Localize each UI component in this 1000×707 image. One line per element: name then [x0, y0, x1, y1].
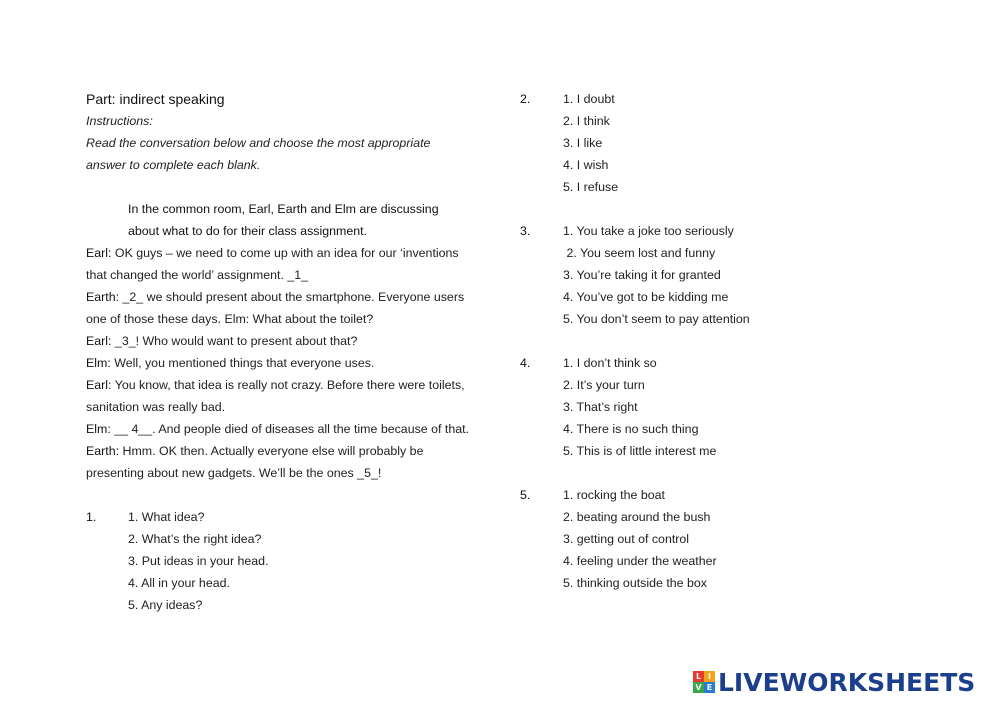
speaker-name: Earth: [86, 290, 120, 304]
question-number: 5. [520, 488, 531, 502]
dialogue-text: one of those these days. Elm: What about the toilet? [86, 312, 374, 326]
dialogue-line [86, 462, 486, 484]
dialogue-text: that changed the world’ assignment. _1_ [86, 268, 309, 282]
dialogue-text: _3_! Who would want to present about that? [111, 334, 358, 348]
instructions-line-1: Read the conversation below and choose the most appropriate [86, 136, 431, 150]
question-number: 4. [520, 356, 531, 370]
answer-option[interactable]: 5. Any ideas? [128, 598, 203, 612]
question-4 [520, 352, 820, 462]
dialogue-line [86, 396, 486, 418]
dialogue-line [86, 242, 486, 264]
speaker-name: Earl: [86, 334, 112, 348]
answer-option[interactable]: 4. I wish [563, 158, 609, 172]
question-5 [520, 484, 820, 594]
instructions-line-2: answer to complete each blank. [86, 158, 261, 172]
right-column [520, 88, 820, 594]
answer-option[interactable]: 4. There is no such thing [563, 422, 699, 436]
dialogue-text: Hmm. OK then. Actually everyone else will probably be [119, 444, 424, 458]
intro-line-1: In the common room, Earl, Earth and Elm are discussing [128, 202, 439, 216]
speaker-name: Earl: [86, 378, 112, 392]
speaker-name: Earl: [86, 246, 112, 260]
logo-letter: I [704, 671, 715, 682]
answer-option[interactable]: 3. Put ideas in your head. [128, 554, 269, 568]
answer-option[interactable]: 2. You seem lost and funny [563, 246, 716, 260]
dialogue-line [86, 352, 486, 374]
question-3 [520, 220, 820, 330]
answer-option[interactable]: 2. I think [563, 114, 610, 128]
dialogue-text: Well, you mentioned things that everyone uses. [110, 356, 375, 370]
dialogue-text: __ 4__. And people died of diseases all the time because of that. [110, 422, 469, 436]
answer-option[interactable]: 2. beating around the bush [563, 510, 711, 524]
answer-option[interactable]: 5. This is of little interest me [563, 444, 717, 458]
liveworksheets-logo [693, 667, 975, 697]
dialogue-text: presenting about new gadgets. We’ll be the ones _5_! [86, 466, 382, 480]
dialogue-line [86, 286, 486, 308]
answer-option[interactable]: 2. It’s your turn [563, 378, 645, 392]
question-number: 1. [86, 510, 97, 524]
instructions-label: Instructions: [86, 114, 153, 128]
logo-text: LIVEWORKSHEETS [718, 667, 976, 697]
answer-option[interactable]: 5. You don’t seem to pay attention [563, 312, 750, 326]
dialogue-text: sanitation was really bad. [86, 400, 226, 414]
dialogue-line [86, 374, 486, 396]
dialogue-line [86, 418, 486, 440]
dialogue-text: You know, that idea is really not crazy. Before there were toilets, [111, 378, 465, 392]
dialogue-line [86, 440, 486, 462]
dialogue-text: _2_ we should present about the smartphone. Everyone users [119, 290, 465, 304]
dialogue-line [86, 264, 486, 286]
answer-option[interactable]: 3. You’re taking it for granted [563, 268, 721, 282]
question-number: 3. [520, 224, 531, 238]
speaker-name: Elm: [86, 422, 111, 436]
answer-option[interactable]: 4. All in your head. [128, 576, 230, 590]
intro-line-2: about what to do for their class assignment. [128, 224, 367, 238]
question-number: 2. [520, 92, 531, 106]
speaker-name: Elm: [86, 356, 111, 370]
dialogue-text: OK guys – we need to come up with an idea for our ‘inventions [111, 246, 459, 260]
logo-letter: E [704, 682, 715, 693]
answer-option[interactable]: 5. I refuse [563, 180, 619, 194]
logo-icon [693, 671, 715, 693]
answer-option[interactable]: 1. rocking the boat [563, 488, 665, 502]
answer-option[interactable]: 3. I like [563, 136, 603, 150]
speaker-name: Earth: [86, 444, 120, 458]
answer-option[interactable]: 1. You take a joke too seriously [563, 224, 734, 238]
logo-letter: V [693, 682, 704, 693]
dialogue-line [86, 330, 486, 352]
question-1 [86, 506, 486, 616]
dialogue [86, 242, 486, 484]
answer-option[interactable]: 4. feeling under the weather [563, 554, 717, 568]
question-2 [520, 88, 820, 198]
answer-option[interactable]: 3. That’s right [563, 400, 638, 414]
left-column [86, 88, 486, 616]
answer-option[interactable]: 1. I doubt [563, 92, 615, 106]
answer-option[interactable]: 4. You’ve got to be kidding me [563, 290, 729, 304]
answer-option[interactable]: 2. What’s the right idea? [128, 532, 262, 546]
answer-option[interactable]: 3. getting out of control [563, 532, 690, 546]
answer-option[interactable]: 5. thinking outside the box [563, 576, 707, 590]
dialogue-line [86, 308, 486, 330]
answer-option[interactable]: 1. I don’t think so [563, 356, 657, 370]
answer-option[interactable]: 1. What idea? [128, 510, 205, 524]
part-heading: Part: indirect speaking [86, 91, 225, 107]
logo-letter: L [693, 671, 704, 682]
